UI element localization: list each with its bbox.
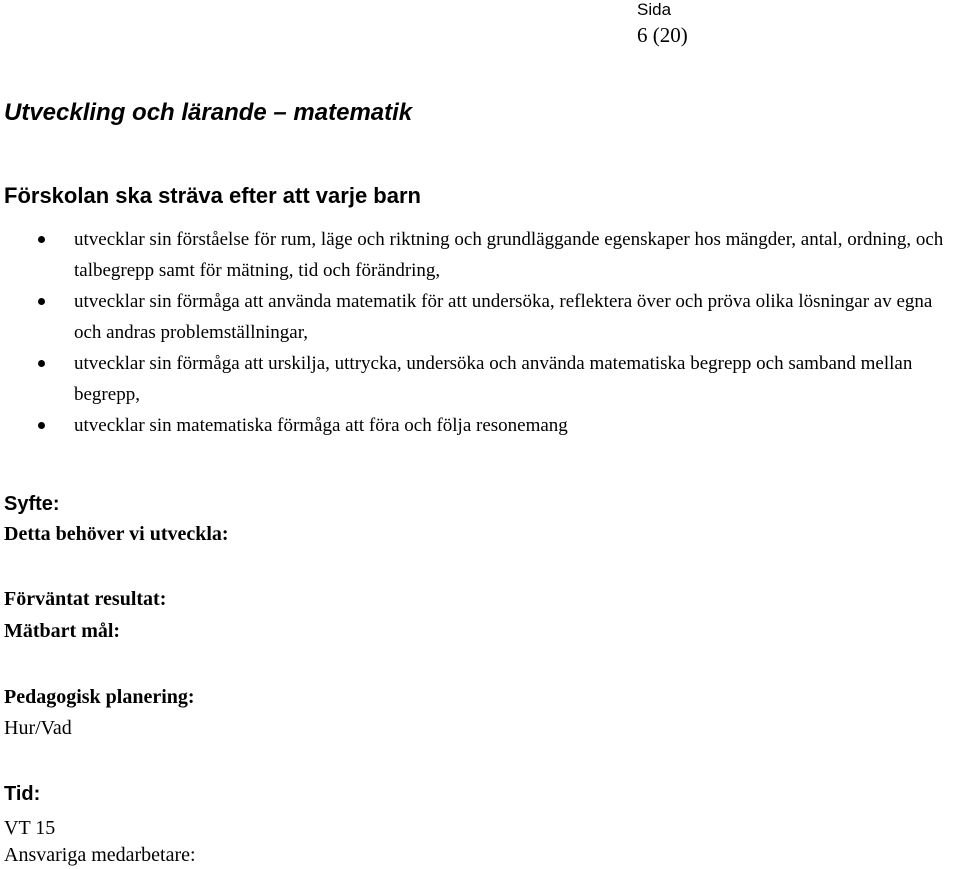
document-title: Utveckling och lärande – matematik bbox=[4, 99, 413, 126]
syfte-label: Syfte: bbox=[4, 493, 60, 515]
section-heading: Förskolan ska sträva efter att varje barn bbox=[4, 183, 421, 208]
detta-label: Detta behöver vi utveckla: bbox=[4, 523, 229, 545]
goal-text: utvecklar sin förmåga att urskilja, uttrycka, undersöka och använda matematiska begrepp och samband mellan begrepp, bbox=[74, 353, 913, 405]
vt-text: VT 15 bbox=[4, 817, 56, 839]
goal-item bbox=[0, 286, 960, 348]
ansvariga-medarbetare-label: Ansvariga medarbetare: bbox=[4, 844, 196, 866]
page-label: Sida bbox=[637, 0, 672, 19]
tid-label: Tid: bbox=[4, 783, 41, 805]
bullet-icon bbox=[38, 422, 45, 429]
goal-item bbox=[0, 224, 960, 286]
page-number: 6 (20) bbox=[637, 23, 688, 47]
pedagogisk-planering-label: Pedagogisk planering: bbox=[4, 686, 195, 708]
goal-text: utvecklar sin förståelse för rum, läge och riktning och grundläggande egenskaper hos mängder, antal, ordning, och talbegrepp samt för mätning, tid och förändring, bbox=[74, 229, 944, 281]
goal-list bbox=[0, 224, 960, 441]
goal-text: utvecklar sin förmåga att använda matematik för att undersöka, reflektera över och pröva olika lösningar av egna och andras problemställningar, bbox=[74, 291, 933, 343]
page-header bbox=[637, 0, 757, 48]
bullet-icon bbox=[38, 298, 45, 305]
matbart-mal-label: Mätbart mål: bbox=[4, 620, 121, 642]
bullet-icon bbox=[38, 236, 45, 243]
bullet-icon bbox=[38, 360, 45, 367]
forvantat-resultat-label: Förväntat resultat: bbox=[4, 588, 167, 610]
goal-item bbox=[0, 348, 960, 410]
goal-item bbox=[0, 410, 960, 441]
goal-text: utvecklar sin matematiska förmåga att föra och följa resonemang bbox=[74, 415, 568, 436]
hur-vad-text: Hur/Vad bbox=[4, 717, 72, 739]
